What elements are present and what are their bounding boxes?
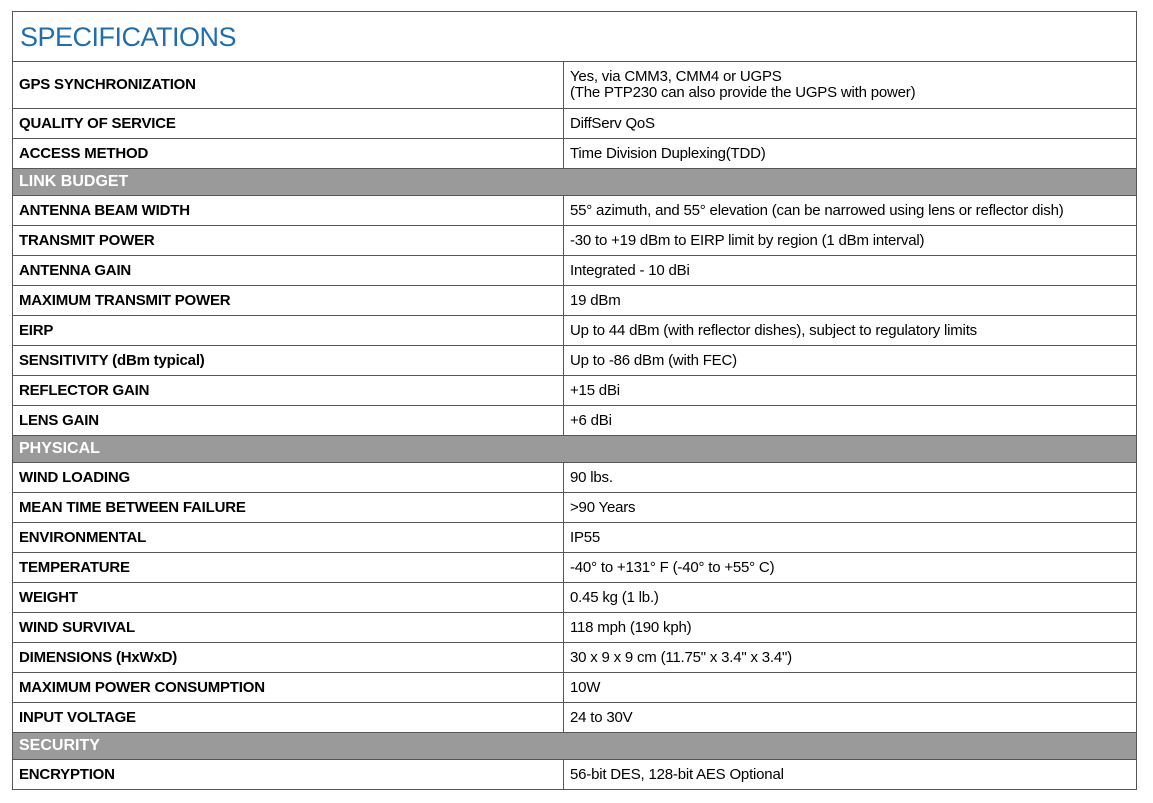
spec-row [13,316,1137,346]
spec-value [564,703,1137,733]
spec-row [13,376,1137,406]
spec-row [13,553,1137,583]
spec-value [564,376,1137,406]
spec-value [564,346,1137,376]
spec-value [564,62,1137,109]
spec-value-line: IP55 [570,528,601,546]
spec-value [564,226,1137,256]
spec-value-line: 10W [570,678,601,696]
spec-value-line: DiffServ QoS [570,114,655,132]
spec-value [564,196,1137,226]
spec-row [13,196,1137,226]
page-title: SPECIFICATIONS [13,12,1137,62]
spec-value [564,583,1137,613]
spec-value [564,316,1137,346]
spec-value [564,613,1137,643]
spec-row [13,109,1137,139]
spec-row [13,406,1137,436]
spec-label: DIMENSIONS (HxWxD) [13,643,564,673]
section-header: SECURITY [13,733,1137,760]
spec-value-line: 55° azimuth, and 55° elevation (can be narrowed using lens or reflector dish) [570,201,1064,219]
spec-value-line: 19 dBm [570,291,621,309]
spec-row [13,613,1137,643]
spec-label: ANTENNA BEAM WIDTH [13,196,564,226]
specifications-body [13,12,1137,790]
spec-value-line: +15 dBi [570,381,620,399]
section-header: PHYSICAL [13,436,1137,463]
spec-value [564,673,1137,703]
spec-row [13,583,1137,613]
spec-label: WIND SURVIVAL [13,613,564,643]
spec-value [564,109,1137,139]
spec-value-line: >90 Years [570,498,636,516]
spec-label: REFLECTOR GAIN [13,376,564,406]
spec-value-line: 56-bit DES, 128-bit AES Optional [570,765,784,783]
spec-row [13,673,1137,703]
spec-value-line: 90 lbs. [570,468,613,486]
spec-value-line: Up to 44 dBm (with reflector dishes), subject to regulatory limits [570,321,977,339]
spec-row [13,286,1137,316]
spec-row [13,703,1137,733]
spec-value-line: -30 to +19 dBm to EIRP limit by region (1 dBm interval) [570,231,925,249]
spec-value [564,256,1137,286]
spec-value-line: Up to -86 dBm (with FEC) [570,351,737,369]
spec-row [13,226,1137,256]
spec-value [564,139,1137,169]
spec-label: ENCRYPTION [13,760,564,790]
spec-row [13,139,1137,169]
spec-value [564,406,1137,436]
spec-row [13,62,1137,109]
spec-value [564,523,1137,553]
spec-label: QUALITY OF SERVICE [13,109,564,139]
spec-label: WIND LOADING [13,463,564,493]
spec-value-line: Time Division Duplexing(TDD) [570,144,766,162]
spec-value [564,286,1137,316]
spec-label: MAXIMUM POWER CONSUMPTION [13,673,564,703]
section-header-row [13,733,1137,760]
spec-row [13,643,1137,673]
spec-label: EIRP [13,316,564,346]
spec-value-line: (The PTP230 can also provide the UGPS with power) [570,84,916,101]
spec-row [13,346,1137,376]
spec-label: GPS SYNCHRONIZATION [13,62,564,109]
spec-label: TEMPERATURE [13,553,564,583]
spec-value [564,643,1137,673]
spec-value-line: 24 to 30V [570,708,633,726]
spec-label: MEAN TIME BETWEEN FAILURE [13,493,564,523]
spec-label: ANTENNA GAIN [13,256,564,286]
spec-row [13,463,1137,493]
spec-value [564,760,1137,790]
spec-row [13,760,1137,790]
spec-row [13,523,1137,553]
spec-label: SENSITIVITY (dBm typical) [13,346,564,376]
specifications-table [12,11,1137,790]
spec-value [564,493,1137,523]
spec-label: TRANSMIT POWER [13,226,564,256]
spec-value-line: Integrated - 10 dBi [570,261,690,279]
spec-value-line: +6 dBi [570,411,612,429]
spec-label: INPUT VOLTAGE [13,703,564,733]
title-row [13,12,1137,62]
spec-value-line: 0.45 kg (1 lb.) [570,588,659,606]
spec-value [564,463,1137,493]
spec-label: WEIGHT [13,583,564,613]
spec-value [564,553,1137,583]
section-header: LINK BUDGET [13,169,1137,196]
spec-value-line: 118 mph (190 kph) [570,618,692,636]
spec-value-line: Yes, via CMM3, CMM4 or UGPS [570,68,782,85]
spec-row [13,493,1137,523]
spec-label: LENS GAIN [13,406,564,436]
spec-row [13,256,1137,286]
spec-label: ENVIRONMENTAL [13,523,564,553]
section-header-row [13,436,1137,463]
spec-value-line: 30 x 9 x 9 cm (11.75" x 3.4" x 3.4") [570,648,792,666]
spec-label: ACCESS METHOD [13,139,564,169]
spec-label: MAXIMUM TRANSMIT POWER [13,286,564,316]
section-header-row [13,169,1137,196]
spec-value-line: -40° to +131° F (-40° to +55° C) [570,558,775,576]
